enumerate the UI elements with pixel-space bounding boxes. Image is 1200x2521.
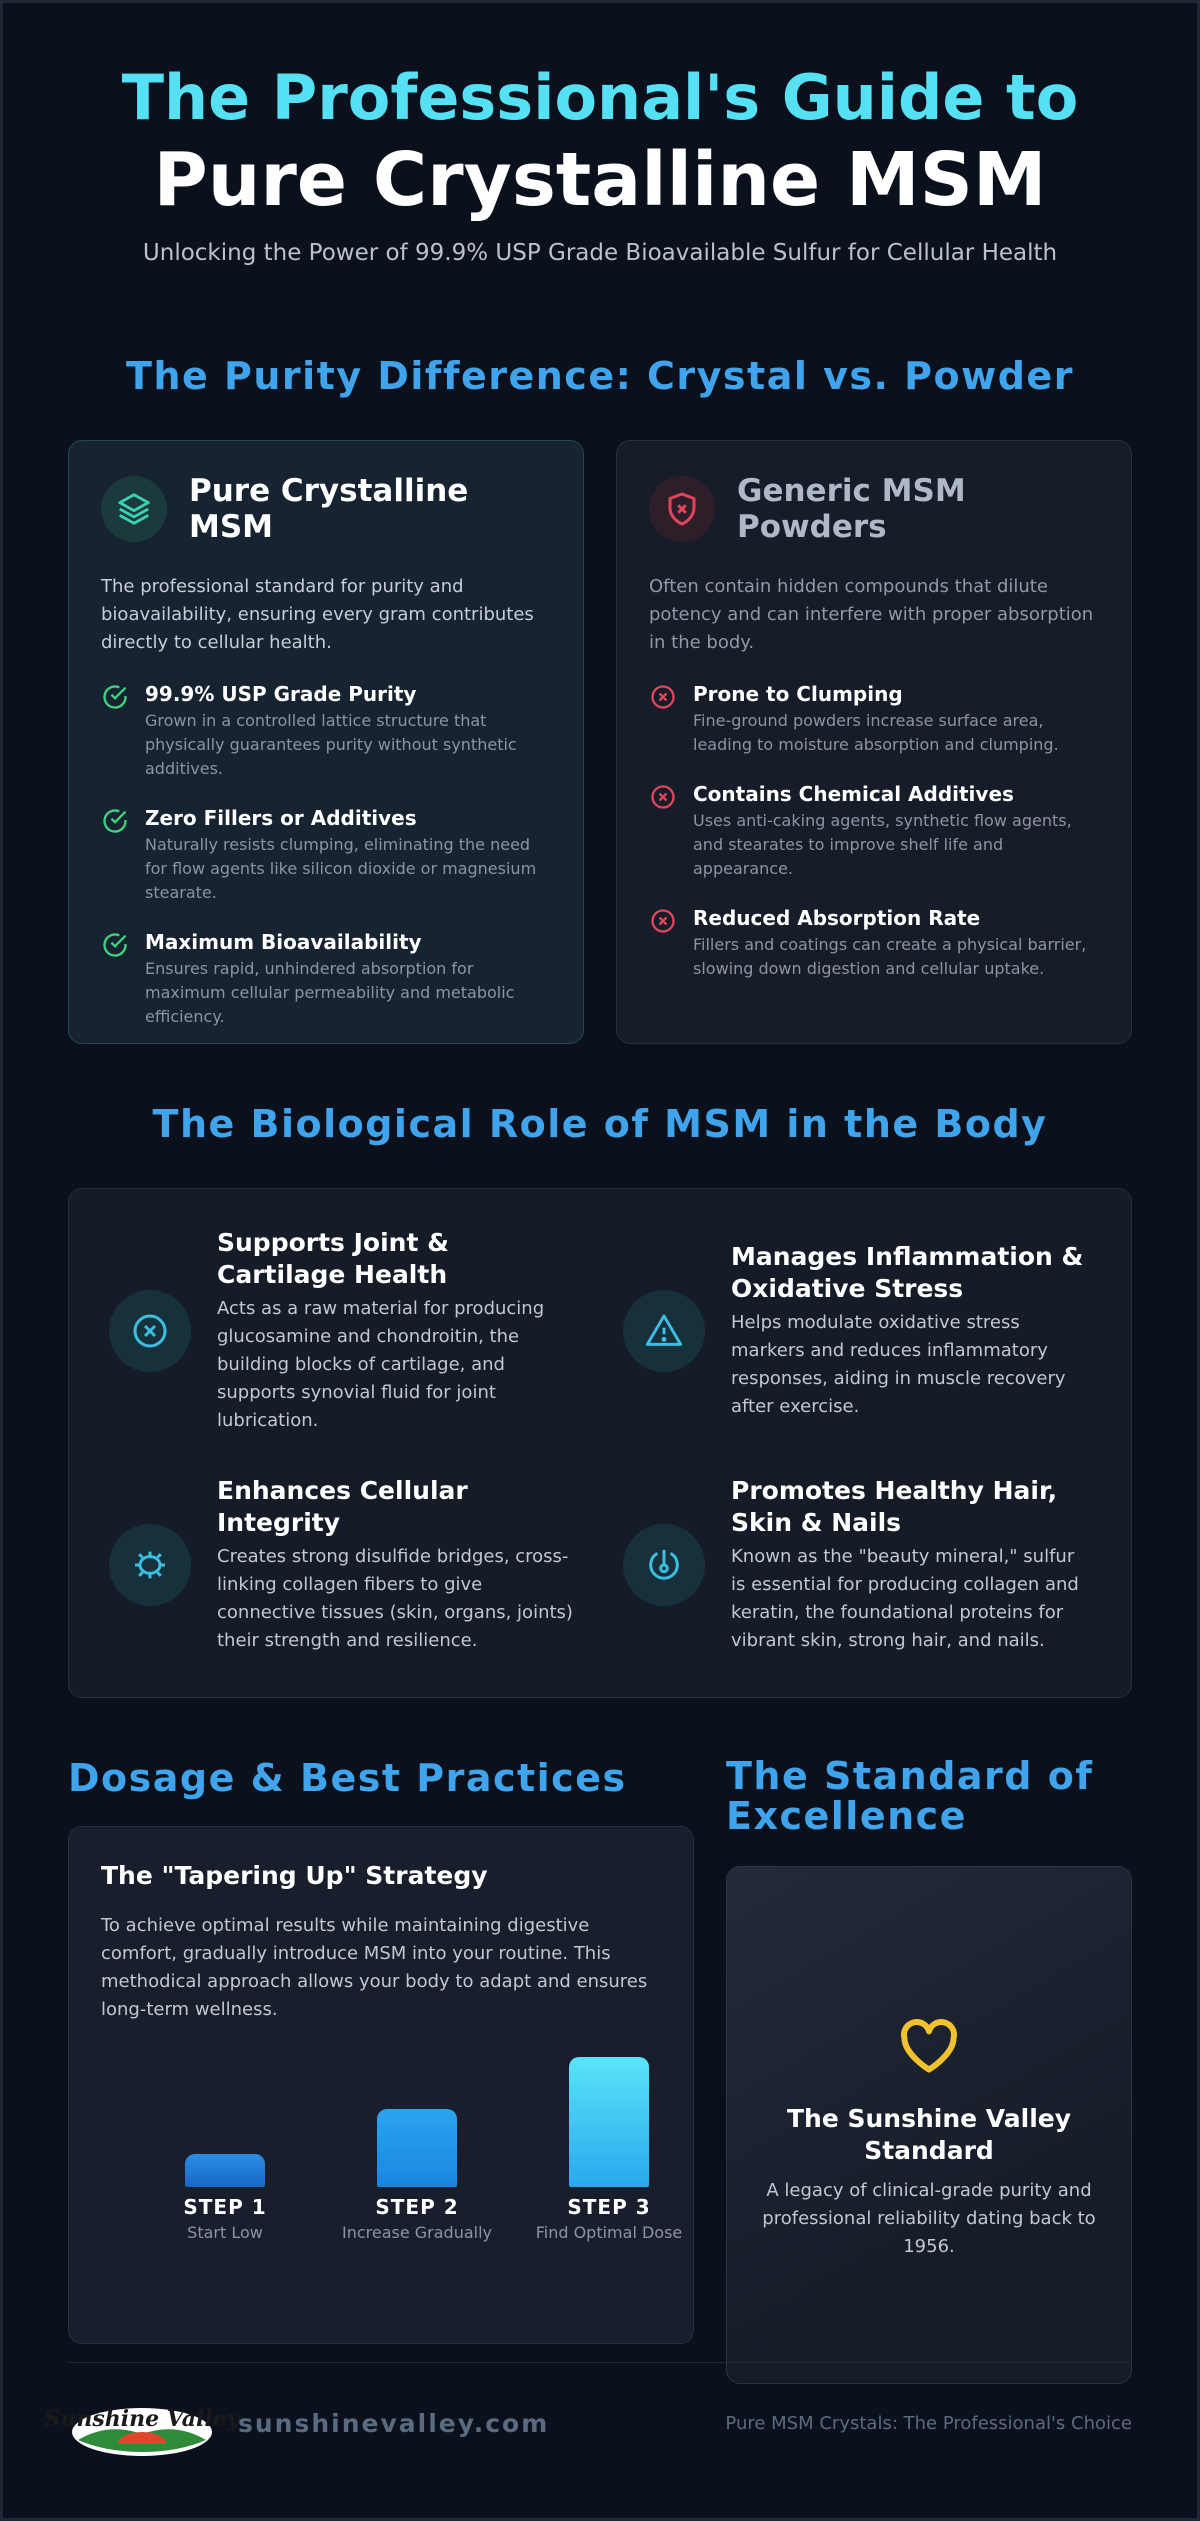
- powder-card-description: Often contain hidden compounds that dilute potency and can interfere with proper absorption in the body.: [649, 576, 1094, 653]
- powder-feature-text: Uses anti-caking agents, synthetic flow agents, and stearates to improve shelf life and appearance.: [693, 811, 1072, 878]
- bio-item-inflammation: [623, 1241, 1093, 1421]
- crystal-card-description: The professional standard for purity and bioavailability, ensuring every gram contributes directly to cellular health.: [101, 576, 534, 653]
- powder-feature: [649, 681, 1099, 757]
- step-chart: [69, 2047, 693, 2267]
- check-circle-icon: [101, 681, 131, 781]
- x-circle-icon: [649, 905, 679, 981]
- crystal-card-title: Pure Crystalline MSM: [189, 473, 469, 545]
- bio-item-joint: [109, 1227, 579, 1435]
- dosage-card: [68, 1826, 694, 2344]
- powder-feature: [649, 905, 1099, 981]
- crystal-feature-text: Grown in a controlled lattice structure that physically guarantees purity without synthetic additives.: [145, 711, 517, 778]
- bio-item-title: Manages Inflammation & Oxidative Stress: [731, 1242, 1084, 1303]
- crystal-feature: [101, 929, 551, 1029]
- circle-x-icon: [109, 1290, 191, 1372]
- page-title-line1: The Professional's Guide to: [121, 61, 1079, 134]
- bio-item-title: Supports Joint & Cartilage Health: [217, 1228, 449, 1289]
- step-label: STEP 2: [375, 2195, 459, 2219]
- hair-icon: [623, 1524, 705, 1606]
- svg-text:Sunshine Valley: Sunshine Valley: [44, 2406, 240, 2432]
- powder-feature: [649, 781, 1099, 881]
- bio-item-text: Creates strong disulfide bridges, cross-linking collagen fibers to give connective tissues (skin, organs, joints) their strength and resilience.: [217, 1546, 573, 1651]
- comparison-section: [68, 440, 1132, 1044]
- biology-section: [68, 1188, 1132, 1698]
- warning-icon: [623, 1290, 705, 1372]
- crystal-feature-title: 99.9% USP Grade Purity: [145, 682, 417, 706]
- bio-item-title: Enhances Cellular Integrity: [217, 1476, 468, 1537]
- step-bar: [185, 2154, 265, 2187]
- powder-card: [616, 440, 1132, 1044]
- layers-icon: [101, 476, 167, 542]
- comparison-title: The Purity Difference: Crystal vs. Powder: [126, 354, 1074, 398]
- crystal-feature: [101, 681, 551, 781]
- heart-icon: [727, 2015, 1131, 2079]
- page-title-line2: Pure Crystalline MSM: [153, 137, 1047, 223]
- cell-icon: [109, 1524, 191, 1606]
- standard-card-body: A legacy of clinical-grade purity and professional reliability dating back to 1956.: [762, 2180, 1096, 2257]
- crystal-feature-text: Ensures rapid, unhindered absorption for maximum cellular permeability and metabolic efficiency.: [145, 959, 515, 1026]
- crystal-feature-text: Naturally resists clumping, eliminating the need for flow agents like silicon dioxide or magnesium stearate.: [145, 835, 537, 902]
- page-subtitle: Unlocking the Power of 99.9% USP Grade Bioavailable Sulfur for Cellular Health: [142, 240, 1058, 266]
- biology-title: The Biological Role of MSM in the Body: [152, 1102, 1048, 1146]
- crystal-feature-title: Zero Fillers or Additives: [145, 806, 417, 830]
- x-circle-icon: [649, 781, 679, 881]
- standard-title: The Standard of Excellence: [726, 1754, 1094, 1838]
- step-label: STEP 1: [183, 2195, 267, 2219]
- powder-feature-title: Prone to Clumping: [693, 682, 903, 706]
- check-circle-icon: [101, 929, 131, 1029]
- bio-item-text: Acts as a raw material for producing glucosamine and chondroitin, the building blocks of cartilage, and supports synovial fluid for joint lubrication.: [217, 1298, 545, 1431]
- standard-card: [726, 1866, 1132, 2384]
- step-bar: [377, 2109, 457, 2187]
- dosage-card-body: To achieve optimal results while maintaining digestive comfort, gradually introduce MSM into your routine. This methodical approach allows your body to adapt and ensures long-term wellness.: [101, 1915, 648, 2020]
- bio-item-text: Helps modulate oxidative stress markers and reduces inflammatory responses, aiding in muscle recovery after exercise.: [731, 1312, 1066, 1417]
- bio-item-hair-skin: [623, 1475, 1093, 1655]
- crystal-feature: [101, 805, 551, 905]
- step-label: STEP 3: [567, 2195, 651, 2219]
- step-sublabel: Increase Gradually: [341, 2223, 493, 2242]
- step-sublabel: Start Low: [187, 2223, 263, 2242]
- footer-divider: [68, 2362, 1132, 2363]
- brand-logo[interactable]: [44, 2392, 240, 2458]
- step-bar: [569, 2057, 649, 2187]
- powder-feature-title: Contains Chemical Additives: [693, 782, 1014, 806]
- footer-url[interactable]: sunshinevalley.com: [238, 2409, 550, 2438]
- powder-feature-title: Reduced Absorption Rate: [693, 906, 981, 930]
- crystal-card: [68, 440, 584, 1044]
- powder-feature-text: Fillers and coatings can create a physical barrier, slowing down digestion and cellular uptake.: [693, 935, 1087, 978]
- bio-item-text: Known as the "beauty mineral," sulfur is essential for producing collagen and keratin, the foundational proteins for vibrant skin, strong hair, and nails.: [731, 1546, 1079, 1651]
- step-sublabel: Find Optimal Dose: [535, 2223, 683, 2242]
- dosage-card-title: The "Tapering Up" Strategy: [101, 1861, 488, 1890]
- check-circle-icon: [101, 805, 131, 905]
- dosage-title: Dosage & Best Practices: [68, 1756, 627, 1800]
- crystal-feature-title: Maximum Bioavailability: [145, 930, 422, 954]
- shield-x-icon: [649, 476, 715, 542]
- bio-item-title: Promotes Healthy Hair, Skin & Nails: [731, 1476, 1058, 1537]
- powder-feature-text: Fine-ground powders increase surface area, leading to moisture absorption and clumping.: [693, 711, 1059, 754]
- bio-item-cellular: [109, 1475, 579, 1655]
- powder-card-title: Generic MSM Powders: [737, 473, 966, 545]
- standard-card-title: The Sunshine Valley Standard: [786, 2104, 1072, 2165]
- footer-tagline: Pure MSM Crystals: The Professional's Choice: [725, 2413, 1132, 2434]
- x-circle-icon: [649, 681, 679, 757]
